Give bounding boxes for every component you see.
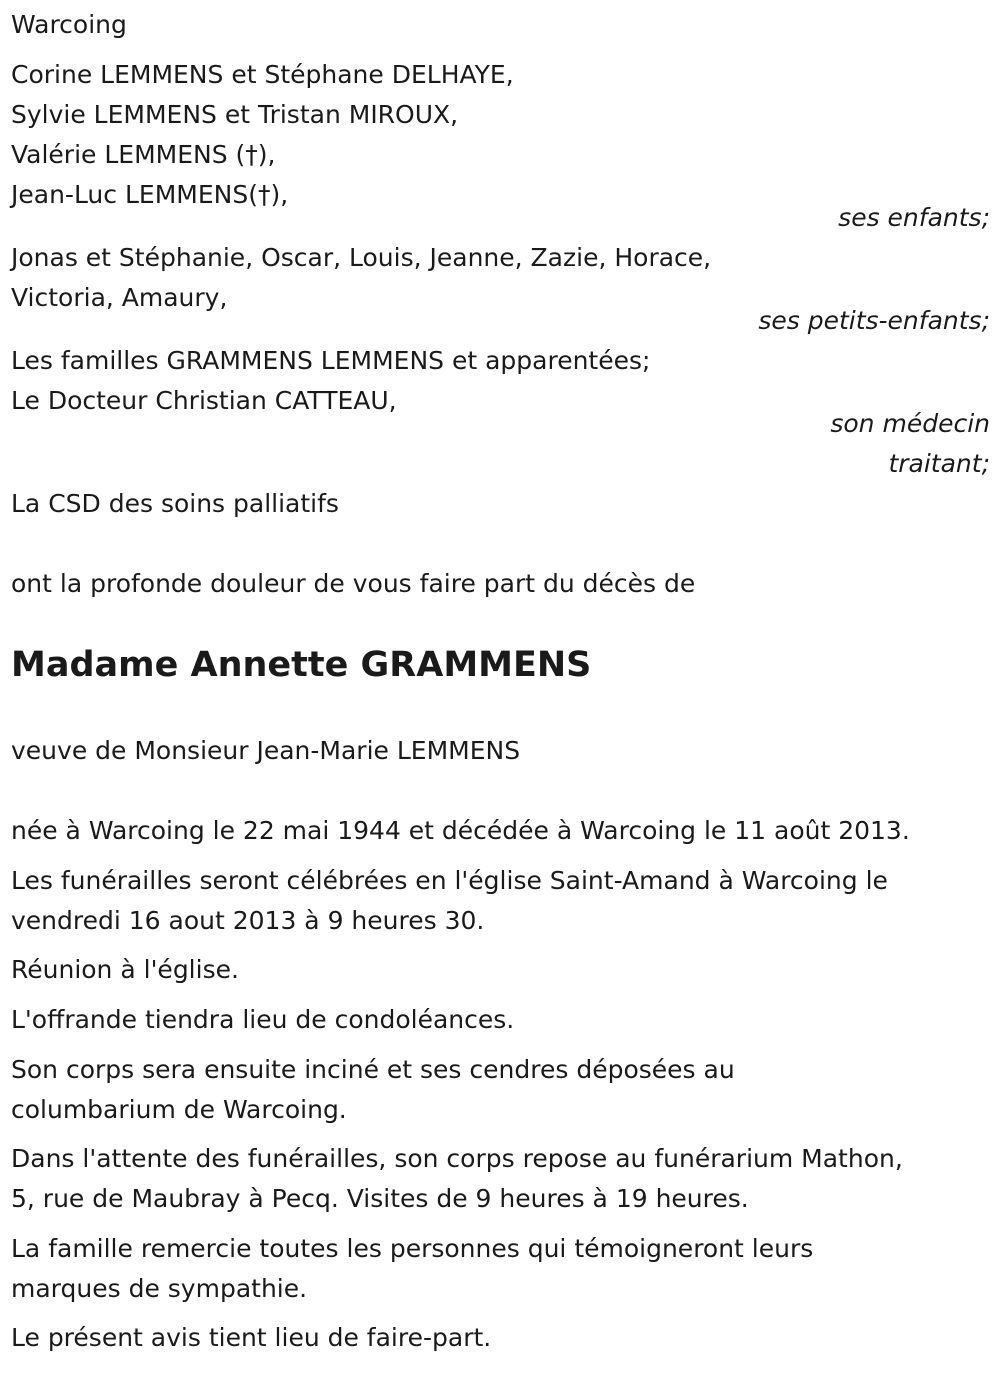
doctor-role: traitant;: [888, 449, 990, 478]
body-line: vendredi 16 aout 2013 à 9 heures 30.: [11, 906, 485, 935]
grandchildren-role: ses petits-enfants;: [758, 306, 990, 335]
body-line: Réunion à l'église.: [11, 955, 239, 984]
body-line: Dans l'attente des funérailles, son corps repose au funérarium Mathon,: [11, 1144, 903, 1173]
body-line: Les funérailles seront célébrées en l'église Saint-Amand à Warcoing le: [11, 866, 888, 895]
body-line: L'offrande tiendra lieu de condoléances.: [11, 1005, 515, 1034]
families-line: Les familles GRAMMENS LEMMENS et apparentées;: [11, 346, 651, 375]
body-line: née à Warcoing le 22 mai 1944 et décédée à Warcoing le 11 août 2013.: [11, 816, 910, 845]
body-line: Son corps sera ensuite inciné et ses cendres déposées au: [11, 1055, 735, 1084]
body-line: 5, rue de Maubray à Pecq. Visites de 9 heures à 19 heures.: [11, 1184, 749, 1213]
widow-line: veuve de Monsieur Jean-Marie LEMMENS: [11, 736, 521, 765]
children-role: ses enfants;: [838, 203, 990, 232]
child-line: Valérie LEMMENS (†),: [11, 140, 276, 169]
care-line: La CSD des soins palliatifs: [11, 489, 339, 518]
child-line: Corine LEMMENS et Stéphane DELHAYE,: [11, 60, 514, 89]
body-line: columbarium de Warcoing.: [11, 1095, 347, 1124]
grandchild-line: Victoria, Amaury,: [11, 283, 228, 312]
grandchild-line: Jonas et Stéphanie, Oscar, Louis, Jeanne, Zazie, Horace,: [11, 243, 712, 272]
body-line: La famille remercie toutes les personnes qui témoigneront leurs: [11, 1234, 814, 1263]
location: Warcoing: [11, 10, 127, 39]
child-line: Jean-Luc LEMMENS(†),: [11, 180, 289, 209]
doctor-role: son médecin: [830, 409, 990, 438]
doctor-name: Le Docteur Christian CATTEAU,: [11, 386, 397, 415]
body-line: marques de sympathie.: [11, 1274, 308, 1303]
deceased-name: Madame Annette GRAMMENS: [11, 645, 592, 685]
body-line: Le présent avis tient lieu de faire-part.: [11, 1323, 492, 1352]
child-line: Sylvie LEMMENS et Tristan MIROUX,: [11, 100, 459, 129]
announcement-line: ont la profonde douleur de vous faire part du décès de: [11, 569, 696, 598]
